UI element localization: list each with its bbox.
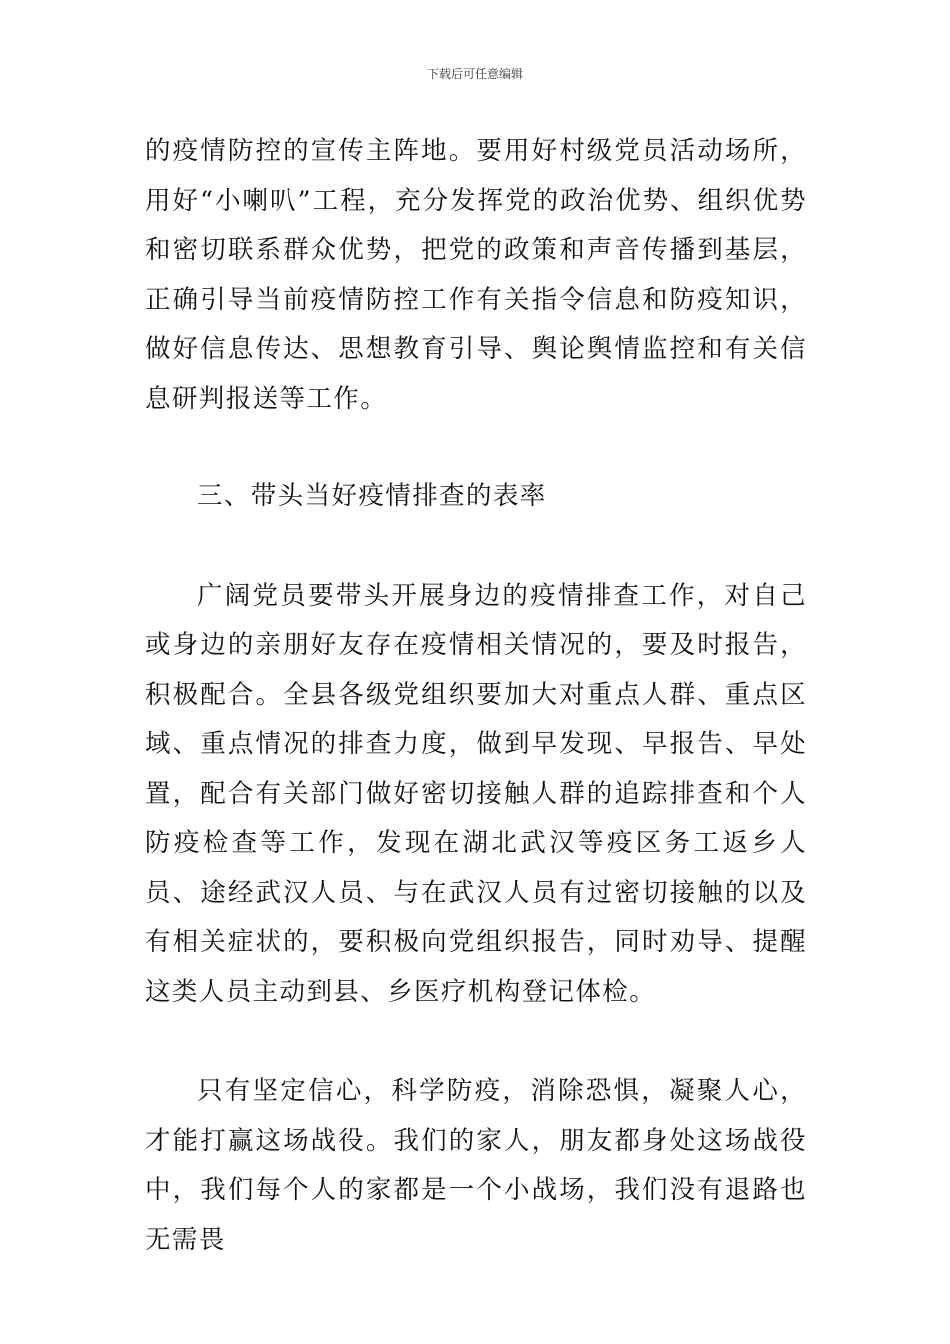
paragraph-confidence: 只有坚定信心，科学防疫，消除恐惧，凝聚人心，才能打赢这场战役。我们的家人，朋友都身处这场战役中，我们每个人的家都是一个小战场，我们没有退路也无需畏	[145, 1076, 807, 1255]
paragraph-gap	[145, 522, 807, 572]
paragraph-propaganda: 的疫情防控的宣传主阵地。要用好村级党员活动场所，用好“小喇叭”工程，充分发挥党的政治优势、组织优势和密切联系群众优势，把党的政策和声音传播到基层，正确引导当前疫情防控工作有关指令信息和防疫知识，做好信息传达、思想教育引导、舆论舆情监控和有关信息研判报送等工作。	[145, 136, 807, 414]
paragraph-screening: 广阔党员要带头开展身边的疫情排查工作，对自己或身边的亲朋好友存在疫情相关情况的，要及时报告，积极配合。全县各级党组织要加大对重点人群、重点区域、重点情况的排查力度，做到早发现、早报告、早处置，配合有关部门做好密切接触人群的追踪排查和个人防疫检查等工作，发现在湖北武汉等疫区务工返乡人员、途经武汉人员、与在武汉人员有过密切接触的以及有相关症状的，要积极向党组织报告，同时劝导、提醒这类人员主动到县、乡医疗机构登记体检。	[145, 580, 807, 1007]
section-heading-3: 三、带头当好疫情排查的表率	[197, 481, 547, 511]
page-header-note: 下载后可任意编辑	[426, 67, 523, 81]
paragraph-gap	[145, 424, 807, 472]
paragraph-gap	[145, 1017, 807, 1067]
document-body	[145, 127, 807, 1265]
